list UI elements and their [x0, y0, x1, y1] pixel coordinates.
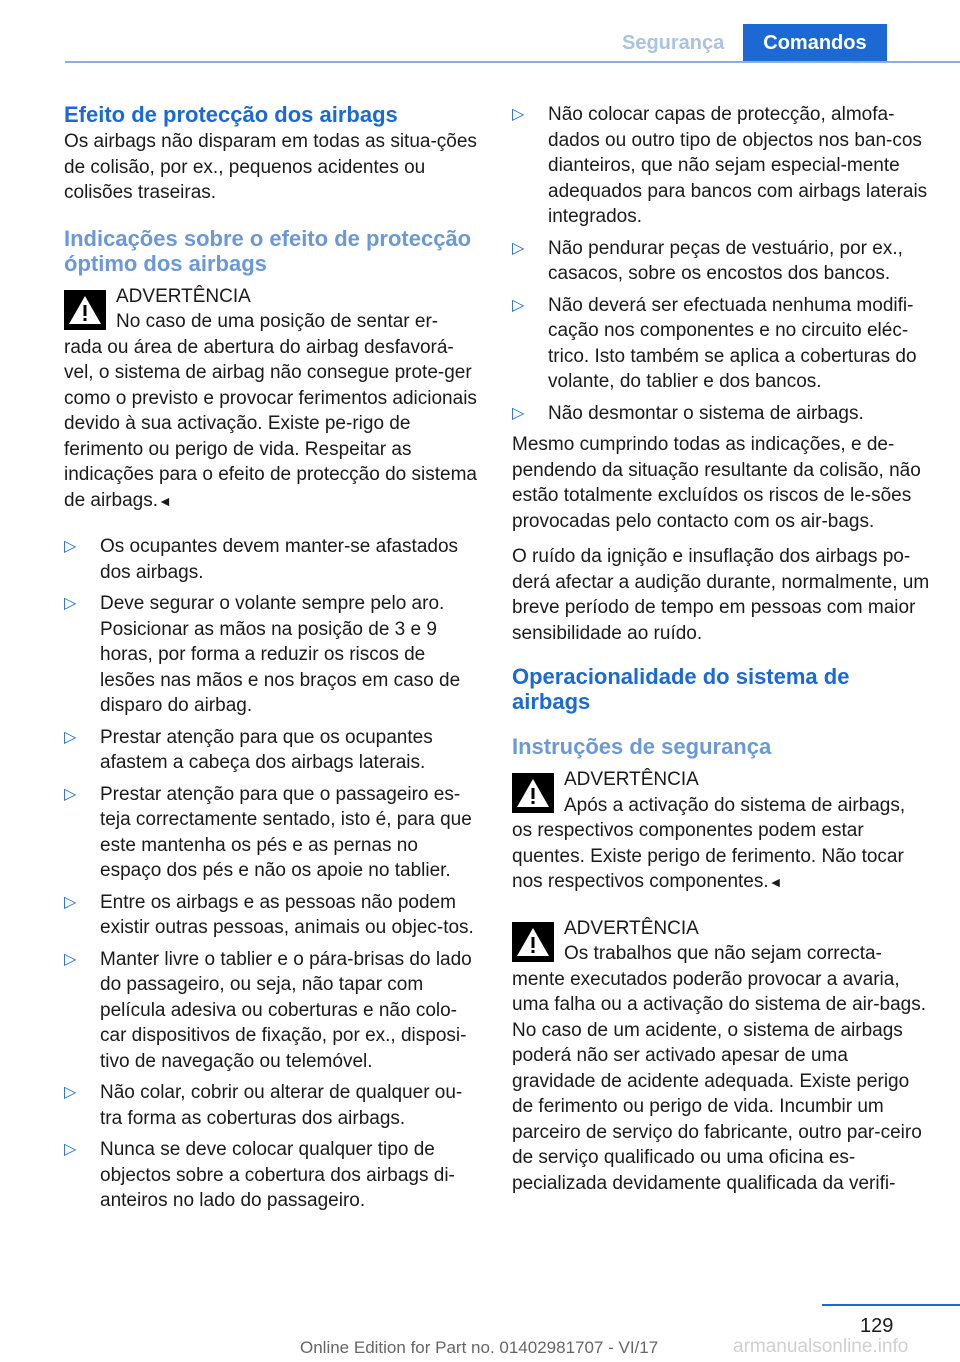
warning-box-service: [512, 916, 932, 1197]
paragraph-airbag-effect: Os airbags não disparam em todas as situa-ções de colisão, por ex., pequenos acidentes ou colisões traseiras.: [64, 131, 477, 203]
subheading-safety-instructions: Instruções de segurança: [512, 734, 772, 759]
bullet-marker-icon: ▷: [64, 950, 77, 968]
watermark: armanualsonline.info: [733, 1336, 909, 1357]
end-mark-icon: ◄: [768, 874, 783, 890]
list-item: ▷ Manter livre o tablier e o pára-brisas do lado do passageiro, ou seja, não tapar com película adesiva ou coberturas e não colo-car dispositivos de fixação, por ex., disposi-tivo de navegação ou telemóvel.: [64, 947, 482, 1075]
bullet-list-left: [64, 534, 482, 1214]
bullet-marker-icon: ▷: [512, 106, 525, 123]
warning-box-seating: [64, 284, 482, 515]
warning-triangle-icon: [512, 773, 554, 813]
bullet-marker-icon: ▷: [64, 728, 77, 746]
warning-title: ADVERTÊNCIA: [564, 769, 699, 790]
header-divider: [65, 61, 960, 63]
warning-body: os respectivos componentes podem estar quentes. Existe perigo de ferimento. Não tocar nos respectivos componentes.: [512, 820, 904, 892]
paragraph-residual-risk: Mesmo cumprindo todas as indicações, e de-pendendo da situação resultante da colisão, não estão totalmente excluídos os riscos de le-sões provocadas pelo contacto com os air-bags.: [512, 434, 921, 532]
list-item: ▷ Não desmontar o sistema de airbags.: [512, 401, 932, 427]
bullet-marker-icon: ▷: [64, 785, 77, 803]
bullet-marker-icon: ▷: [64, 1141, 77, 1158]
list-item: ▷ Deve segurar o volante sempre pelo aro. Posicionar as mãos na posição de 3 e 9 horas, por forma a reduzir os riscos de lesões nas mãos e nos braços em caso de disparo do airbag.: [64, 591, 482, 719]
list-item: ▷ Os ocupantes devem manter-se afastados dos airbags.: [64, 534, 482, 585]
bullet-list-right: [512, 102, 932, 426]
warning-triangle-icon: [64, 290, 106, 330]
bullet-marker-icon: ▷: [512, 404, 525, 422]
section-heading-operability: Operacionalidade do sistema de airbags: [512, 664, 850, 714]
list-item: ▷ Não pendurar peças de vestuário, por ex., casacos, sobre os encostos dos bancos.: [512, 236, 932, 287]
section-heading-airbag-effect: Efeito de protecção dos airbags: [64, 102, 398, 127]
list-item: ▷ Nunca se deve colocar qualquer tipo de objectos sobre a cobertura dos airbags di-anteiros no lado do passageiro.: [64, 1137, 482, 1214]
left-column: [64, 102, 482, 1220]
warning-triangle-icon: [512, 922, 554, 962]
warning-body: rada ou área de abertura do airbag desfavorá-vel, o sistema de airbag não consegue prote-ger como o previsto e provocar ferimentos adicionais devido à sua activação. Existe pe-rigo de ferimento ou perigo de vida. Respeitar as indicações para o efeito de protecção do sistema de airbags.: [64, 336, 477, 511]
bullet-marker-icon: ▷: [64, 538, 77, 555]
list-item: ▷ Entre os airbags e as pessoas não podem existir outras pessoas, animais ou objec-tos.: [64, 890, 482, 941]
bullet-marker-icon: ▷: [64, 595, 77, 612]
tab-section[interactable]: Segurança: [603, 24, 743, 62]
warning-lead: Os trabalhos que não sejam correcta-: [564, 943, 882, 964]
end-mark-icon: ◄: [158, 492, 172, 509]
footer-divider: [822, 1304, 960, 1306]
list-item: ▷ Prestar atenção para que os ocupantes afastem a cabeça dos airbags laterais.: [64, 725, 482, 776]
warning-title: ADVERTÊNCIA: [116, 285, 251, 307]
right-column: [512, 102, 932, 1216]
bullet-marker-icon: ▷: [512, 296, 525, 314]
subheading-optimal-protection: Indicações sobre o efeito de protecção óptimo dos airbags: [64, 225, 472, 276]
list-item: ▷ Não colar, cobrir ou alterar de qualquer ou-tra forma as coberturas dos airbags.: [64, 1080, 482, 1131]
paragraph-noise: O ruído da ignição e insuflação dos airbags po-derá afectar a audição durante, normalmente, um breve período de tempo em pessoas com maior sensibilidade ao ruído.: [512, 546, 930, 644]
warning-box-hot-components: [512, 767, 932, 896]
warning-title: ADVERTÊNCIA: [564, 917, 699, 939]
list-item: ▷ Não colocar capas de protecção, almofa-dados ou outro tipo de objectos nos ban-cos dianteiros, que não sejam especial-mente adequados para bancos com airbags laterais integrados.: [512, 102, 932, 230]
edition-note: Online Edition for Part no. 01402981707 - VI/17: [300, 1338, 659, 1357]
bullet-marker-icon: ▷: [64, 1084, 77, 1101]
list-item: ▷ Não deverá ser efectuada nenhuma modifi-cação nos componentes e no circuito eléc-trico. Isto também se aplica a coberturas do volante, do tablier e dos bancos.: [512, 293, 932, 395]
header-tabs: [603, 24, 887, 62]
bullet-marker-icon: ▷: [512, 239, 525, 257]
warning-body: mente executados poderão provocar a avaria, uma falha ou a activação do sistema de air-bags. No caso de um acidente, o sistema de airbags poderá não ser activado apesar de uma gravidade de acidente adequada. Existe perigo de ferimento ou perigo de vida. Incumbir um parceiro de serviço do fabricante, outro par-ceiro de serviço qualificado ou uma oficina es-pecializada devidamente qualificada da verifi-: [512, 968, 927, 1194]
bullet-marker-icon: ▷: [64, 893, 77, 911]
list-item: ▷ Prestar atenção para que o passageiro es-teja correctamente sentado, isto é, para que este mantenha os pés e as pernas no espaço dos pés e não os apoie no tablier.: [64, 782, 482, 884]
warning-lead: Após a activação do sistema de airbags,: [564, 794, 906, 816]
tab-chapter[interactable]: Comandos: [743, 24, 886, 62]
page-number: 129: [860, 1315, 894, 1337]
warning-lead: No caso de uma posição de sentar er-: [116, 311, 439, 332]
